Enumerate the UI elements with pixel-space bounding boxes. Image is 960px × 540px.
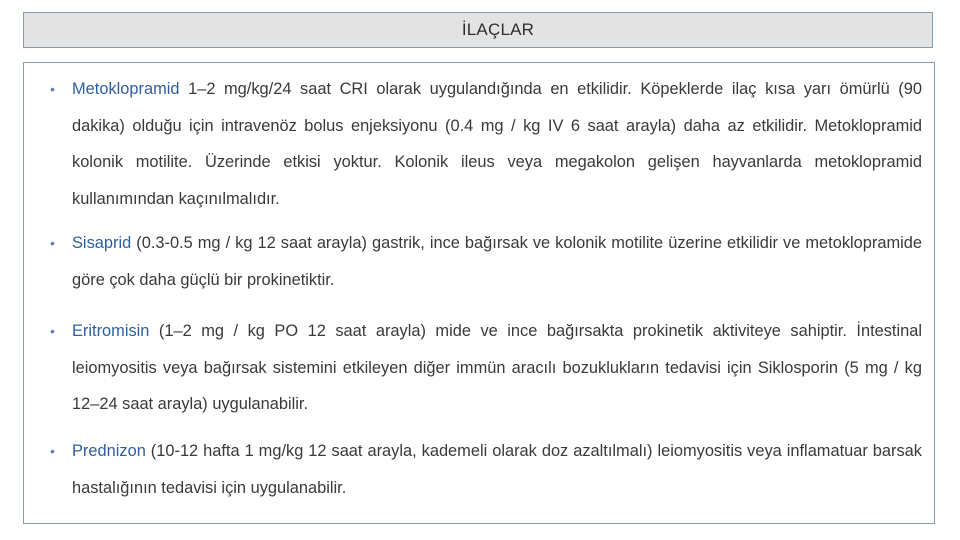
bullet-dot-icon: • [50, 235, 55, 251]
drug-description: 1–2 mg/kg/24 saat CRI olarak uygulandığında en etkilidir. Köpeklerde ilaç kısa yarı ömürlü (90 dakika) olduğu için intravenöz bolus enjeksiyonu (0.4 mg / kg IV 6 saat arayla) daha az etkilidir. Metoklopramid kolonik motilite. Üzerinde etkisi yoktur. Kolonik ileus veya megakolon gelişen hayvanlarda metoklopramid kullanımından kaçınılmalıdır. [72, 80, 922, 208]
bullet-text [72, 225, 922, 298]
bullet-dot-icon: • [50, 443, 55, 459]
bullet-item-sisaprid [50, 225, 922, 298]
drug-description: (0.3-0.5 mg / kg 12 saat arayla) gastrik, ince bağırsak ve kolonik motilite üzerine etkilidir ve metoklopramide göre çok daha güçlü bir prokinetiktir. [72, 234, 922, 289]
bullet-text [72, 71, 922, 217]
bullet-item-metoklopramid [50, 71, 922, 217]
bullet-text [72, 313, 922, 423]
bullet-item-eritromisin [50, 313, 922, 423]
drug-name: Eritromisin [72, 322, 150, 340]
bullet-dot-icon: • [50, 81, 55, 97]
page-title: İLAÇLAR [461, 20, 535, 39]
bullet-item-prednizon [50, 433, 922, 506]
drug-name: Sisaprid [72, 234, 132, 252]
drug-description: (1–2 mg / kg PO 12 saat arayla) mide ve ince bağırsakta prokinetik aktiviteye sahiptir. İntestinal leiomyositis veya bağırsak sistemini etkileyen diğer immün aracılı bozuklukların tedavisi için Siklosporin (5 mg / kg 12–24 saat arayla) uygulanabilir. [72, 322, 922, 413]
title-bar [23, 12, 933, 48]
drug-description: (10-12 hafta 1 mg/kg 12 saat arayla, kademeli olarak doz azaltılmalı) leiomyositis veya inflamatuar barsak hastalığının tedavisi için uygulanabilir. [72, 442, 922, 497]
content-box [23, 62, 935, 524]
bullet-text [72, 433, 922, 506]
drug-name: Prednizon [72, 442, 146, 460]
drug-name: Metoklopramid [72, 80, 180, 98]
bullet-dot-icon: • [50, 323, 55, 339]
